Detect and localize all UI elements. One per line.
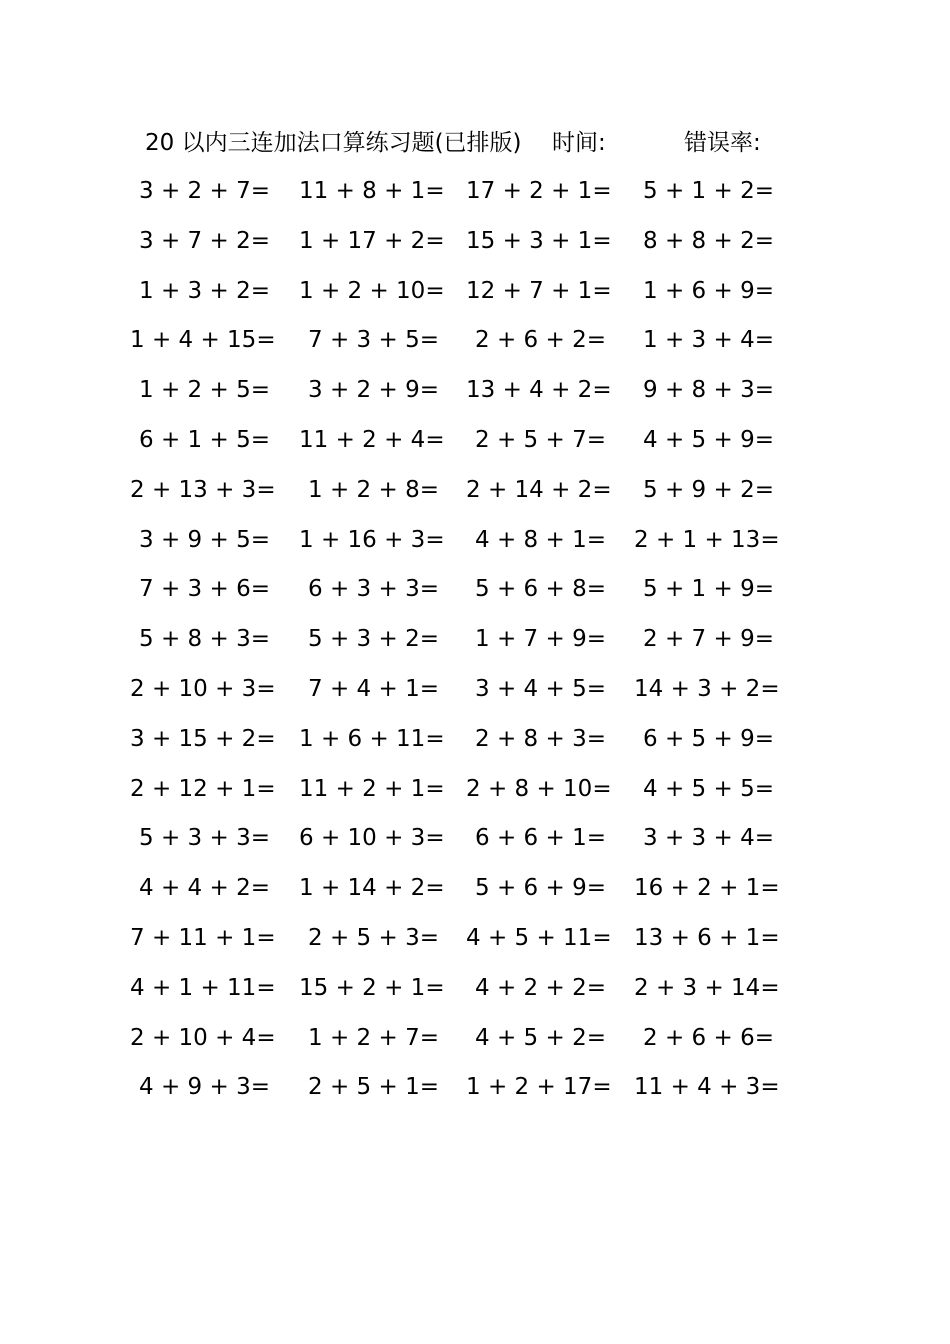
- addition-problem: 2 + 10 + 4=: [130, 1024, 276, 1051]
- problem-row: [130, 1070, 790, 1120]
- addition-problem: 1 + 2 + 7=: [308, 1024, 439, 1051]
- addition-problem: 2 + 1 + 13=: [634, 526, 780, 553]
- addition-problem: 2 + 5 + 7=: [475, 426, 606, 453]
- addition-problem: 5 + 6 + 8=: [475, 576, 606, 603]
- problem-row: [130, 821, 790, 871]
- addition-problem: 4 + 5 + 11=: [466, 924, 612, 951]
- addition-problem: 2 + 6 + 6=: [643, 1024, 774, 1051]
- addition-problem: 1 + 2 + 5=: [139, 377, 270, 404]
- addition-problem: 14 + 3 + 2=: [634, 675, 780, 702]
- addition-problem: 12 + 7 + 1=: [466, 277, 612, 304]
- addition-problem: 5 + 3 + 2=: [308, 626, 439, 653]
- addition-problem: 3 + 15 + 2=: [130, 725, 276, 752]
- problem-row: [130, 772, 790, 822]
- problem-row: [130, 224, 790, 274]
- problem-row: [130, 1021, 790, 1071]
- problem-row: [130, 572, 790, 622]
- addition-problem: 7 + 4 + 1=: [308, 675, 439, 702]
- problem-row: [130, 622, 790, 672]
- addition-problem: 3 + 4 + 5=: [475, 675, 606, 702]
- addition-problem: 1 + 16 + 3=: [299, 526, 445, 553]
- addition-problem: 4 + 8 + 1=: [475, 526, 606, 553]
- addition-problem: 4 + 5 + 5=: [643, 775, 774, 802]
- addition-problem: 4 + 5 + 2=: [475, 1024, 606, 1051]
- addition-problem: 1 + 3 + 2=: [139, 277, 270, 304]
- addition-problem: 1 + 6 + 9=: [643, 277, 774, 304]
- addition-problem: 4 + 4 + 2=: [139, 875, 270, 902]
- addition-problem: 2 + 13 + 3=: [130, 476, 276, 503]
- addition-problem: 2 + 7 + 9=: [643, 626, 774, 653]
- problem-grid: [130, 174, 790, 1120]
- addition-problem: 7 + 3 + 6=: [139, 576, 270, 603]
- problem-row: [130, 722, 790, 772]
- addition-problem: 5 + 6 + 9=: [475, 875, 606, 902]
- addition-problem: 4 + 5 + 9=: [643, 426, 774, 453]
- addition-problem: 1 + 6 + 11=: [299, 725, 445, 752]
- addition-problem: 1 + 2 + 10=: [299, 277, 445, 304]
- addition-problem: 16 + 2 + 1=: [634, 875, 780, 902]
- addition-problem: 2 + 6 + 2=: [475, 327, 606, 354]
- addition-problem: 11 + 4 + 3=: [634, 1074, 780, 1101]
- addition-problem: 3 + 2 + 7=: [139, 178, 270, 204]
- problem-row: [130, 274, 790, 324]
- problem-row: [130, 971, 790, 1021]
- addition-problem: 4 + 2 + 2=: [475, 974, 606, 1001]
- addition-problem: 2 + 12 + 1=: [130, 775, 276, 802]
- problem-row: [130, 473, 790, 523]
- problem-row: [130, 921, 790, 971]
- problem-row: [130, 373, 790, 423]
- worksheet-header: [0, 126, 950, 160]
- addition-problem: 3 + 3 + 4=: [643, 825, 774, 852]
- addition-problem: 5 + 1 + 2=: [643, 178, 774, 204]
- addition-problem: 2 + 8 + 10=: [466, 775, 612, 802]
- addition-problem: 1 + 17 + 2=: [299, 227, 445, 254]
- addition-problem: 1 + 4 + 15=: [130, 327, 276, 354]
- problem-row: [130, 323, 790, 373]
- addition-problem: 6 + 10 + 3=: [299, 825, 445, 852]
- addition-problem: 4 + 1 + 11=: [130, 974, 276, 1001]
- addition-problem: 13 + 6 + 1=: [634, 924, 780, 951]
- addition-problem: 2 + 5 + 1=: [308, 1074, 439, 1101]
- addition-problem: 5 + 1 + 9=: [643, 576, 774, 603]
- problem-row: [130, 672, 790, 722]
- addition-problem: 15 + 3 + 1=: [466, 227, 612, 254]
- addition-problem: 6 + 5 + 9=: [643, 725, 774, 752]
- addition-problem: 1 + 7 + 9=: [475, 626, 606, 653]
- addition-problem: 13 + 4 + 2=: [466, 377, 612, 404]
- addition-problem: 6 + 3 + 3=: [308, 576, 439, 603]
- addition-problem: 1 + 3 + 4=: [643, 327, 774, 354]
- addition-problem: 7 + 3 + 5=: [308, 327, 439, 354]
- addition-problem: 11 + 2 + 1=: [299, 775, 445, 802]
- addition-problem: 6 + 1 + 5=: [139, 426, 270, 453]
- problem-row: [130, 871, 790, 921]
- problem-row: [130, 523, 790, 573]
- addition-problem: 2 + 10 + 3=: [130, 675, 276, 702]
- problem-row: [130, 423, 790, 473]
- error-rate-label: 错误率:: [684, 130, 761, 156]
- addition-problem: 15 + 2 + 1=: [299, 974, 445, 1001]
- addition-problem: 1 + 14 + 2=: [299, 875, 445, 902]
- addition-problem: 3 + 2 + 9=: [308, 377, 439, 404]
- addition-problem: 8 + 8 + 2=: [643, 227, 774, 254]
- addition-problem: 6 + 6 + 1=: [475, 825, 606, 852]
- addition-problem: 11 + 8 + 1=: [299, 178, 445, 204]
- addition-problem: 3 + 7 + 2=: [139, 227, 270, 254]
- addition-problem: 11 + 2 + 4=: [299, 426, 445, 453]
- addition-problem: 1 + 2 + 17=: [466, 1074, 612, 1101]
- addition-problem: 2 + 8 + 3=: [475, 725, 606, 752]
- addition-problem: 7 + 11 + 1=: [130, 924, 276, 951]
- addition-problem: 5 + 8 + 3=: [139, 626, 270, 653]
- worksheet-title: 20 以内三连加法口算练习题(已排版): [145, 130, 522, 156]
- problem-row: [130, 174, 790, 224]
- addition-problem: 17 + 2 + 1=: [466, 178, 612, 204]
- addition-problem: 5 + 9 + 2=: [643, 476, 774, 503]
- addition-problem: 2 + 14 + 2=: [466, 476, 612, 503]
- addition-problem: 2 + 5 + 3=: [308, 924, 439, 951]
- addition-problem: 2 + 3 + 14=: [634, 974, 780, 1001]
- addition-problem: 4 + 9 + 3=: [139, 1074, 270, 1101]
- addition-problem: 5 + 3 + 3=: [139, 825, 270, 852]
- addition-problem: 1 + 2 + 8=: [308, 476, 439, 503]
- addition-problem: 9 + 8 + 3=: [643, 377, 774, 404]
- time-label: 时间:: [552, 130, 606, 156]
- addition-problem: 3 + 9 + 5=: [139, 526, 270, 553]
